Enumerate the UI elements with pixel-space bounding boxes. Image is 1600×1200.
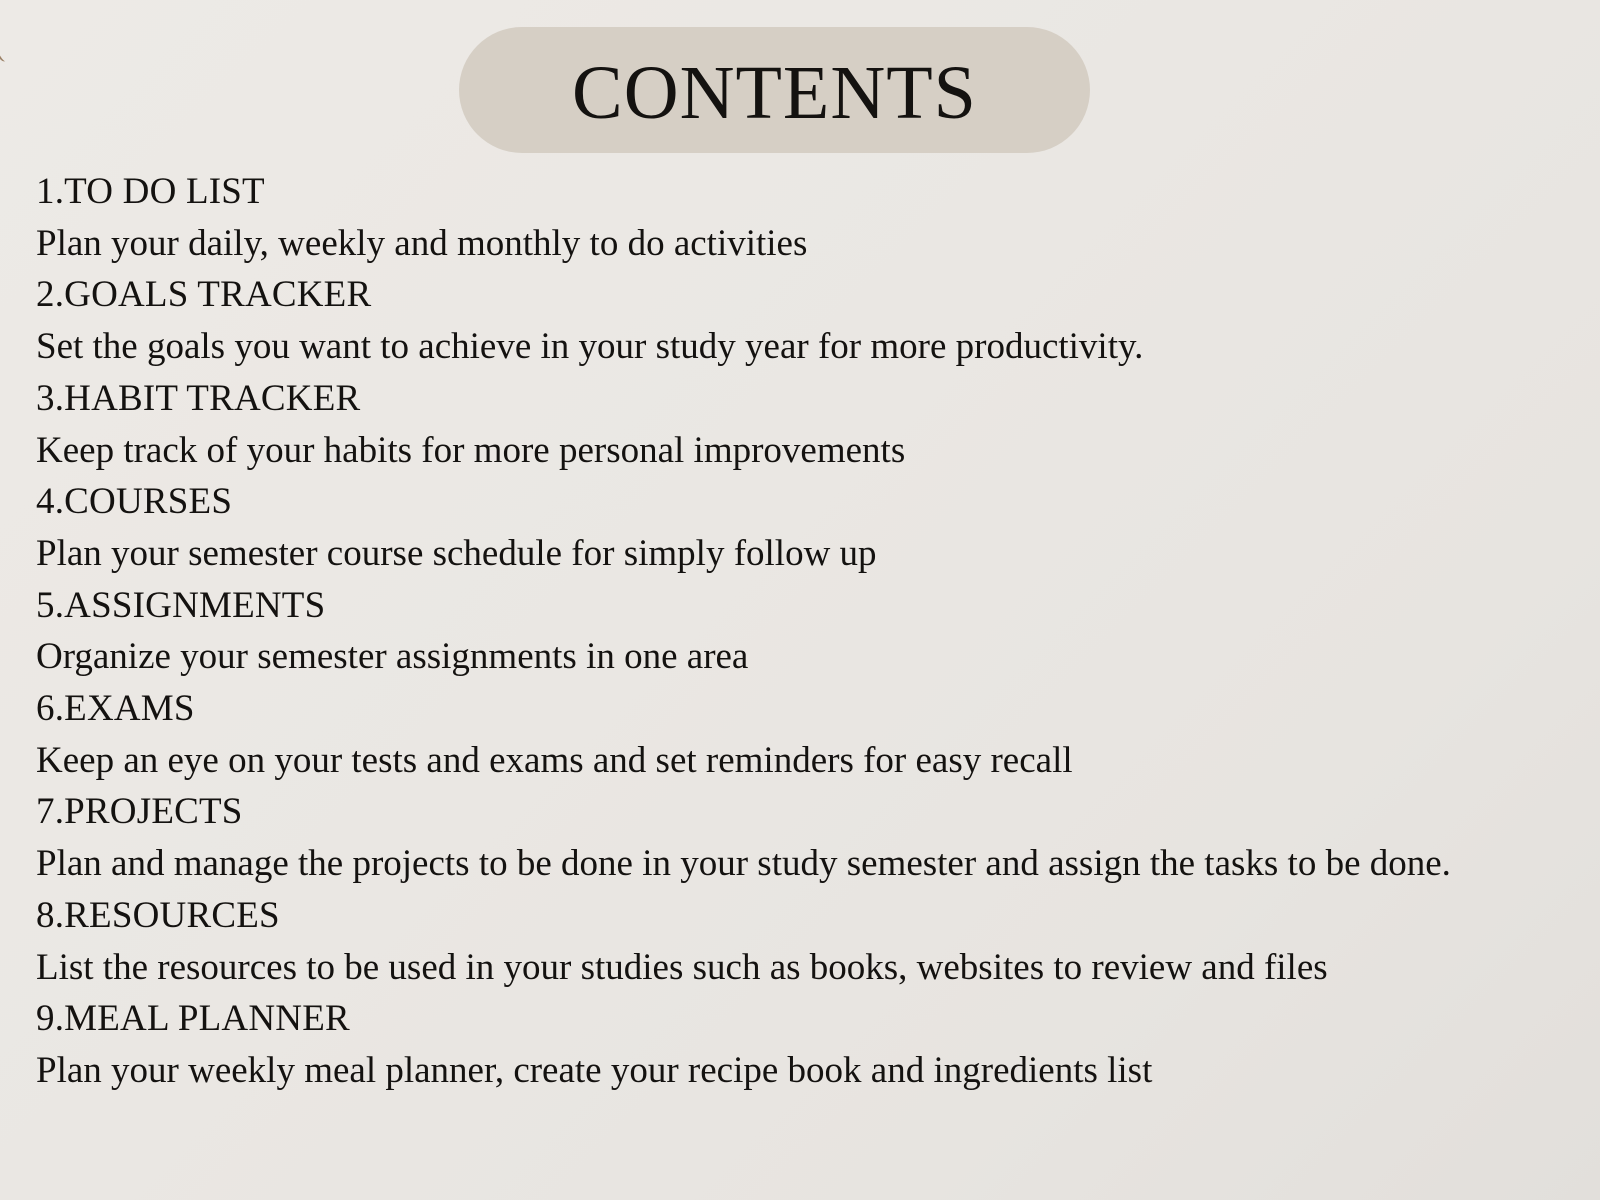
entry-description: Plan your weekly meal planner, create your recipe book and ingredients list — [36, 1049, 1153, 1091]
entry-description: Plan your semester course schedule for simply follow up — [36, 532, 877, 574]
entry-description: Plan your daily, weekly and monthly to do activities — [36, 222, 808, 264]
contents-entry-to-do-list[interactable] — [36, 166, 1536, 269]
entry-description: Plan and manage the projects to be done in your study semester and assign the tasks to be done. — [36, 843, 1451, 885]
entry-heading: 7.PROJECTS — [36, 791, 243, 833]
entry-description: Keep track of your habits for more personal improvements — [36, 429, 906, 471]
contents-entry-assignments[interactable] — [36, 580, 1536, 683]
entry-heading: 2.GOALS TRACKER — [36, 274, 372, 316]
entry-heading: 3.HABIT TRACKER — [36, 377, 361, 419]
entry-description: List the resources to be used in your studies such as books, websites to review and files — [36, 946, 1328, 988]
entry-heading: 9.MEAL PLANNER — [36, 998, 350, 1040]
contents-entry-resources[interactable] — [36, 890, 1536, 993]
title-banner — [459, 27, 1090, 153]
entry-heading: 8.RESOURCES — [36, 894, 280, 936]
entry-description: Keep an eye on your tests and exams and set reminders for easy recall — [36, 739, 1073, 781]
entry-description: Organize your semester assignments in one area — [36, 636, 749, 678]
contents-entry-goals-tracker[interactable] — [36, 269, 1536, 372]
corner-ornament — [0, 47, 9, 63]
entry-heading: 1.TO DO LIST — [36, 171, 265, 212]
entry-description: Set the goals you want to achieve in your study year for more productivity. — [36, 326, 1144, 368]
page-title: CONTENTS — [572, 51, 977, 135]
contents-list — [36, 166, 1536, 1097]
contents-entry-courses[interactable] — [36, 476, 1536, 579]
contents-entry-projects[interactable] — [36, 786, 1536, 889]
contents-entry-exams[interactable] — [36, 683, 1536, 786]
entry-heading: 4.COURSES — [36, 481, 233, 523]
contents-entry-meal-planner[interactable] — [36, 993, 1536, 1096]
entry-heading: 5.ASSIGNMENTS — [36, 584, 326, 626]
contents-entry-habit-tracker[interactable] — [36, 373, 1536, 476]
entry-heading: 6.EXAMS — [36, 688, 195, 730]
